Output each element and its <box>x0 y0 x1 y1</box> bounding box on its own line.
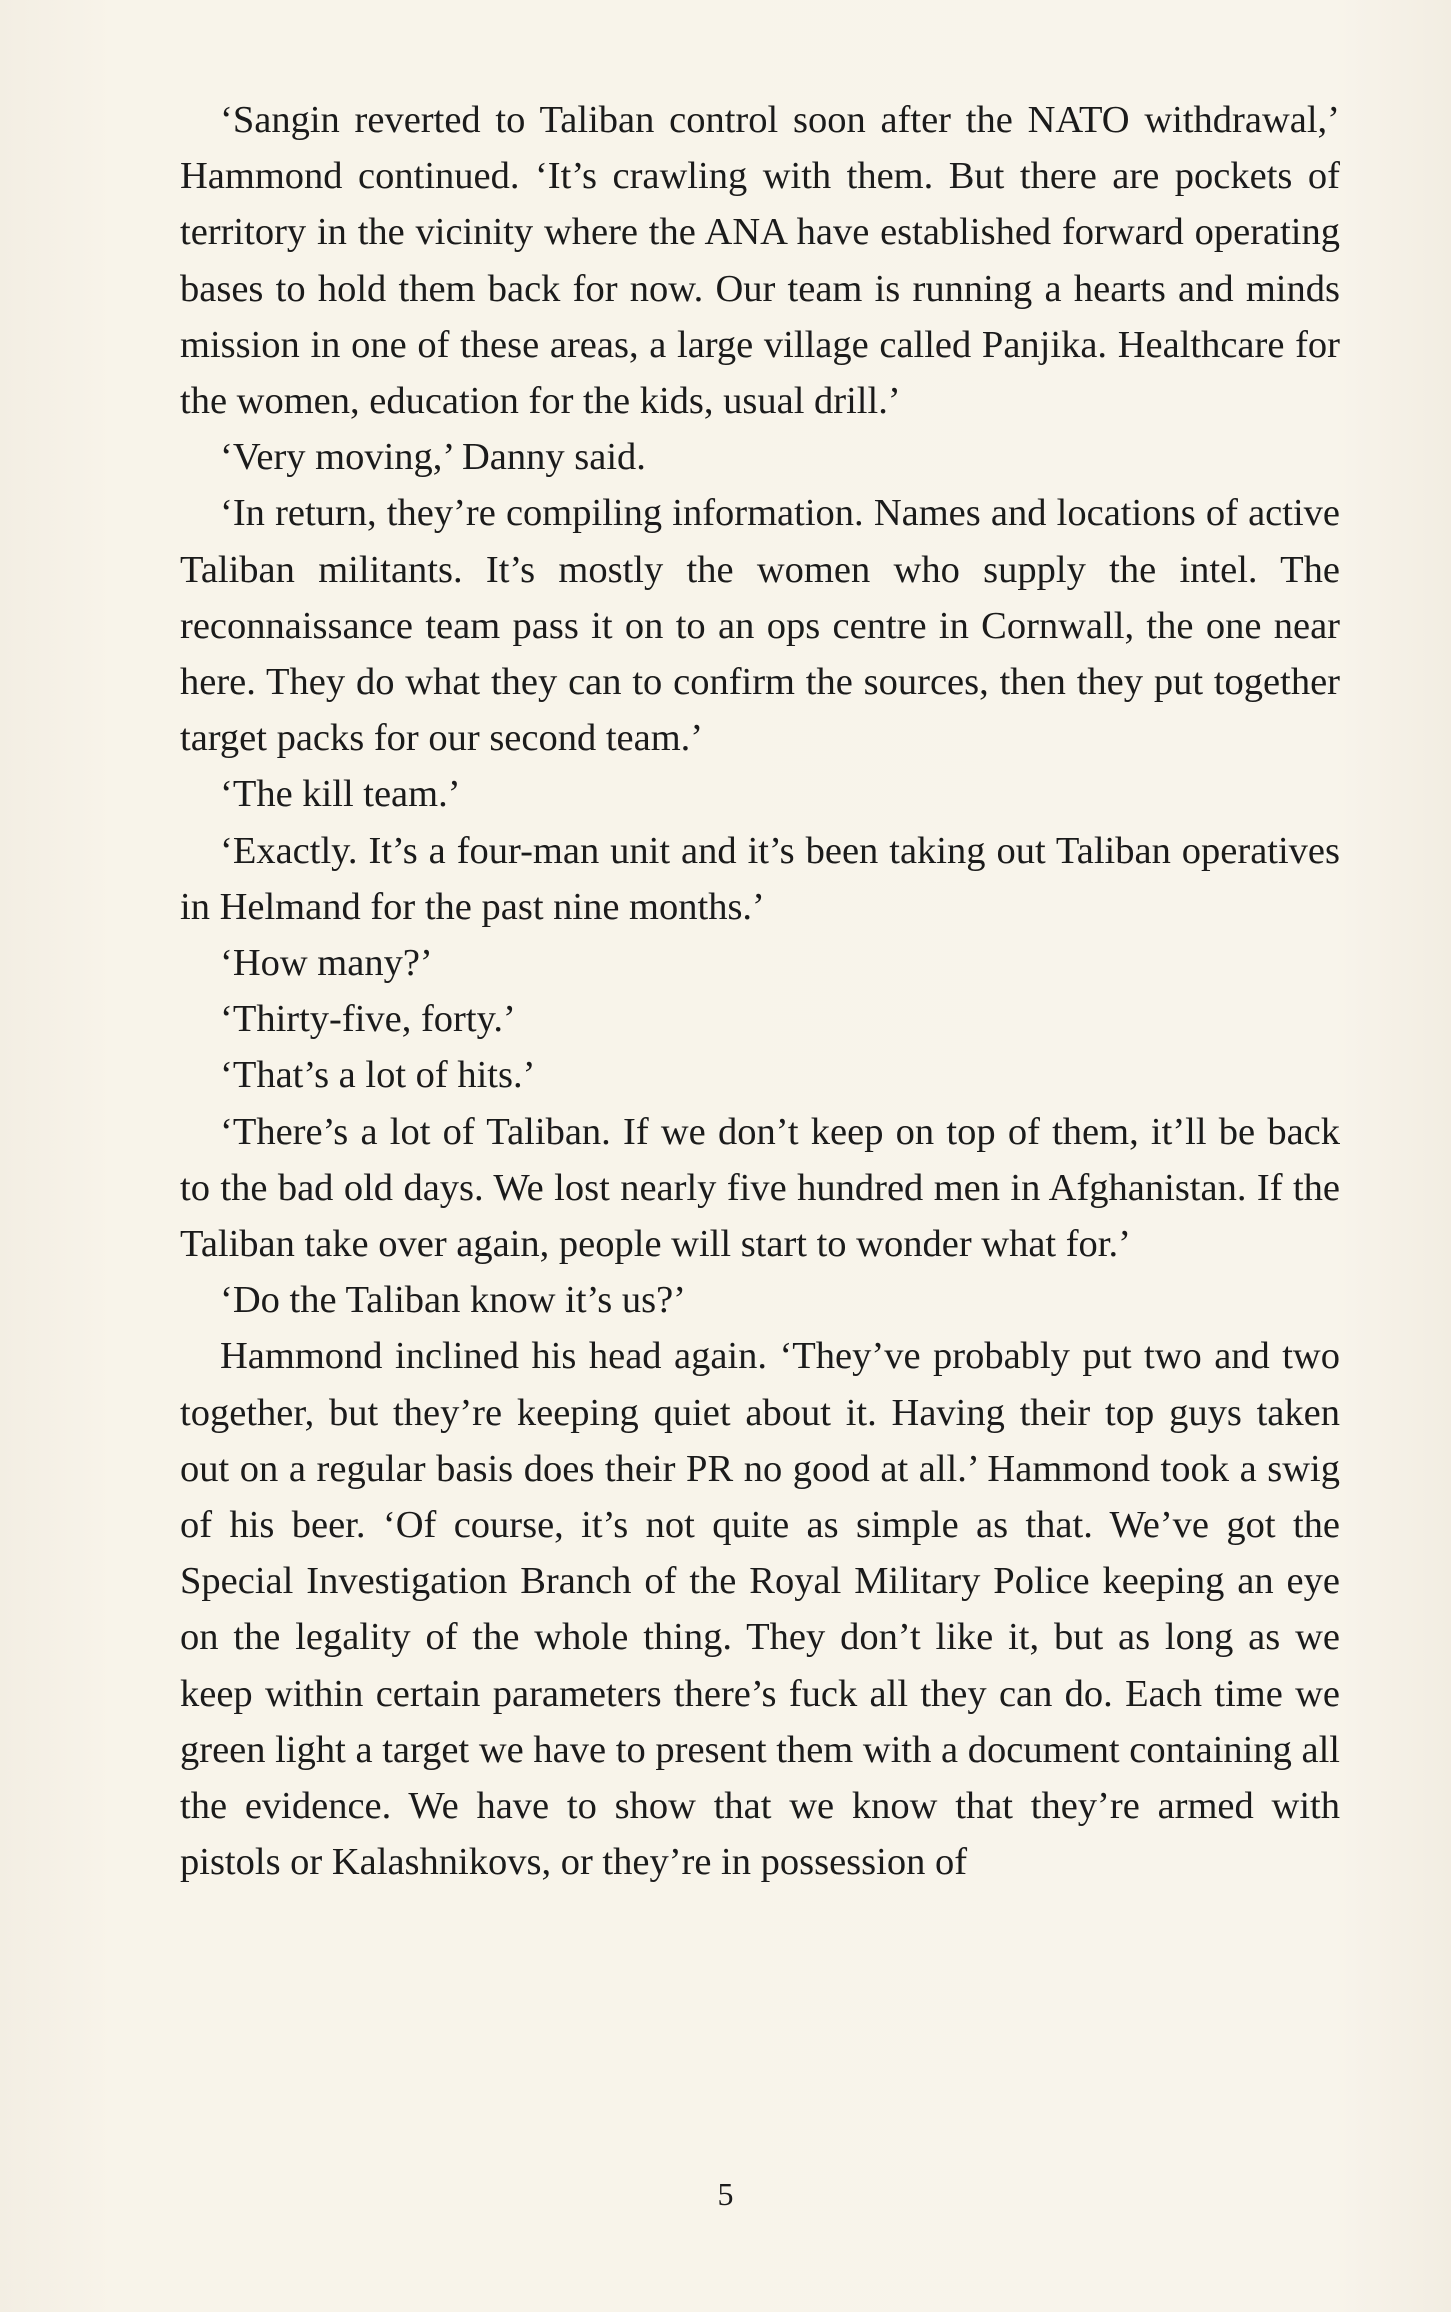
paragraph: ‘Thirty-five, forty.’ <box>220 998 516 1041</box>
paragraph: ‘In return, they’re compiling information. Names and locations of active Taliban militants. It’s mostly the women who supply the intel. The reconnaissance team pass it on to an ops centre in Cornwall, the one near here. They do what they can to confirm the sources, then they put together target packs for our second team.’ <box>180 492 1340 760</box>
body-text <box>180 92 1340 1891</box>
paragraph: ‘How many?’ <box>220 942 433 985</box>
paragraph: ‘That’s a lot of hits.’ <box>220 1054 536 1097</box>
paragraph: Hammond inclined his head again. ‘They’ve probably put two and two together, but they’re keeping quiet about it. Having their top guys taken out on a regular basis does their PR no good at all.’ Hammond took a swig of his beer. ‘Of course, it’s not quite as simple as that. We’ve got the Special Investigation Branch of the Royal Military Police keeping an eye on the legality of the whole thing. They don’t like it, but as long as we keep within certain parameters there’s fuck all they can do. Each time we green light a target we have to present them with a document containing all the evidence. We have to show that we know that they’re armed with pistols or Kalashnikovs, or they’re in possession of <box>180 1335 1340 1884</box>
paragraph: ‘Do the Taliban know it’s us?’ <box>220 1279 687 1322</box>
paragraph: ‘Exactly. It’s a four-man unit and it’s been taking out Taliban operatives in Helmand for the past nine months.’ <box>180 829 1340 928</box>
page-number: 5 <box>717 2176 734 2212</box>
paragraph: ‘The kill team.’ <box>220 773 461 816</box>
paragraph: ‘Very moving,’ Danny said. <box>220 436 646 479</box>
paragraph: ‘Sangin reverted to Taliban control soon after the NATO withdrawal,’ Hammond continued. ‘It’s crawling with them. But there are pockets of territory in the vicinity where the ANA have established forward operating bases to hold them back for now. Our team is running a hearts and minds mission in one of these areas, a large village called Panjika. Healthcare for the women, education for the kids, usual drill.’ <box>180 99 1340 423</box>
paragraph: ‘There’s a lot of Taliban. If we don’t keep on top of them, it’ll be back to the bad old days. We lost nearly five hundred men in Afghanistan. If the Taliban take over again, people will start to wonder what for.’ <box>180 1110 1340 1266</box>
